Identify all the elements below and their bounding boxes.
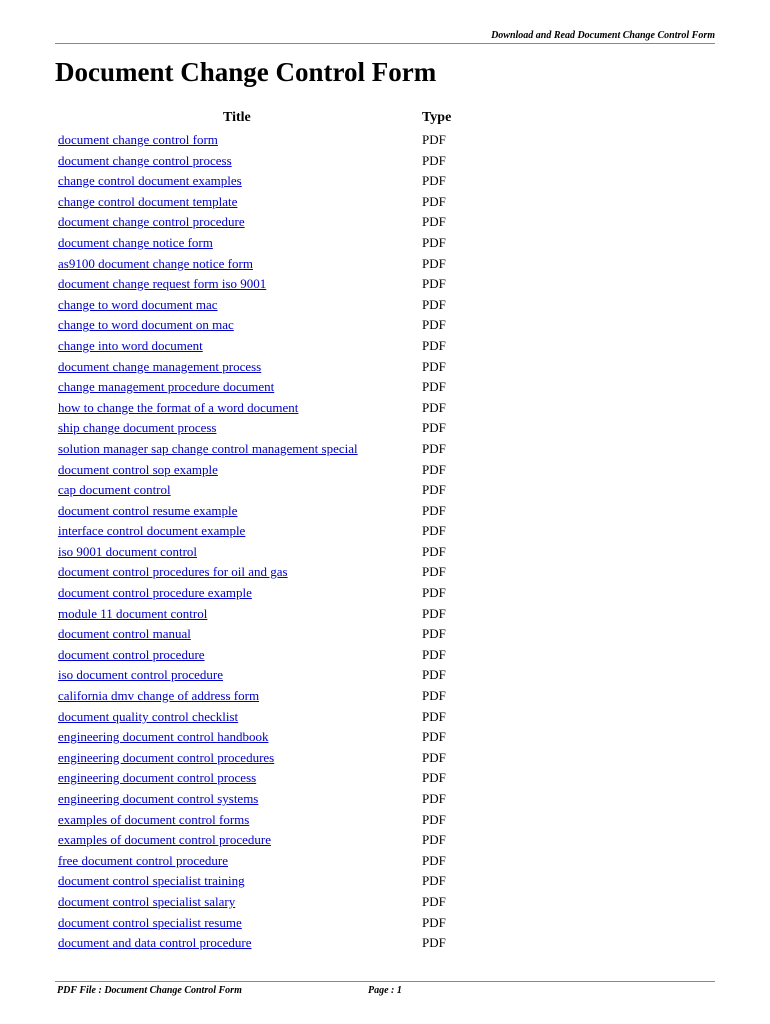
table-row [57,337,477,358]
table-row [57,213,477,234]
table-row [57,769,477,790]
document-link[interactable]: iso 9001 document control [58,543,198,559]
file-type-label: PDF [422,337,446,353]
file-type-label: PDF [422,832,446,848]
table-row [57,831,477,852]
file-type-label: PDF [422,358,446,374]
table-row [57,543,477,564]
document-link[interactable]: engineering document control process [58,770,257,786]
document-link[interactable]: engineering document control procedures [58,749,275,765]
file-type-label: PDF [422,276,446,292]
file-type-label: PDF [422,193,446,209]
file-type-label: PDF [422,440,446,456]
table-row [57,502,477,523]
file-type-label: PDF [422,605,446,621]
table-row [57,152,477,173]
file-type-label: PDF [422,811,446,827]
table-row [57,563,477,584]
table-row [57,234,477,255]
file-type-label: PDF [422,893,446,909]
file-type-label: PDF [422,626,446,642]
table-row [57,914,477,935]
document-link[interactable]: document control procedures for oil and gas [58,564,288,580]
table-row [57,646,477,667]
document-link[interactable]: document control specialist training [58,873,245,889]
table-row [57,172,477,193]
file-type-label: PDF [422,688,446,704]
table-rows [57,131,477,955]
table-row [57,131,477,152]
page-title: Document Change Control Form [55,57,437,87]
table-row [57,605,477,626]
document-link[interactable]: ship change document process [58,420,217,436]
file-type-label: PDF [422,482,446,498]
document-link[interactable]: change to word document on mac [58,317,234,333]
table-row [57,419,477,440]
file-type-label: PDF [422,317,446,333]
table-row [57,749,477,770]
document-link[interactable]: document control specialist salary [58,893,236,909]
document-link[interactable]: document and data control procedure [58,935,252,951]
file-type-label: PDF [422,502,446,518]
file-type-label: PDF [422,646,446,662]
document-link[interactable]: iso document control procedure [58,667,223,683]
file-type-label: PDF [422,132,446,147]
table-row [57,481,477,502]
document-link[interactable]: document change request form iso 9001 [58,276,267,292]
document-link[interactable]: free document control procedure [58,852,229,868]
page-header: Download and Read Document Change Control Form [491,30,715,41]
table-row [57,666,477,687]
file-type-label: PDF [422,667,446,683]
file-type-label: PDF [422,214,446,230]
document-link[interactable]: as9100 document change notice form [58,255,253,271]
file-type-label: PDF [422,255,446,271]
table-row [57,522,477,543]
document-link[interactable]: document change control process [58,152,232,168]
file-type-label: PDF [422,543,446,559]
file-type-label: PDF [422,914,446,930]
document-link[interactable]: document control procedure example [58,585,252,601]
document-link[interactable]: document control procedure [58,646,205,662]
file-type-label: PDF [422,379,446,395]
document-link[interactable]: california dmv change of address form [58,688,260,704]
document-link[interactable]: change into word document [58,337,203,353]
table-row [57,625,477,646]
file-type-label: PDF [422,791,446,806]
document-link[interactable]: examples of document control procedure [58,832,271,848]
document-link[interactable]: examples of document control forms [58,811,250,827]
document-link[interactable]: document control resume example [58,502,238,518]
file-type-label: PDF [422,770,446,786]
document-link[interactable]: engineering document control handbook [58,729,269,745]
file-type-label: PDF [422,173,446,189]
table-row [57,193,477,214]
table-row [57,872,477,893]
table-row [57,255,477,276]
document-link[interactable]: cap document control [58,482,171,498]
table-row [57,358,477,379]
file-type-label: PDF [422,461,446,477]
table-row [57,687,477,708]
document-link[interactable]: document control sop example [58,461,218,477]
file-type-label: PDF [422,152,446,168]
footer-divider [55,981,715,982]
file-type-label: PDF [422,399,446,415]
file-type-label: PDF [422,296,446,312]
table-row [57,296,477,317]
table-row [57,893,477,914]
document-link[interactable]: change control document template [58,193,238,209]
file-type-label: PDF [422,564,446,580]
document-link[interactable]: how to change the format of a word document [58,399,299,415]
file-type-label: PDF [422,935,446,951]
file-type-label: PDF [422,873,446,889]
document-link[interactable]: document change management process [58,358,262,374]
document-link[interactable]: solution manager sap change control management special [58,440,358,456]
table-row [57,399,477,420]
table-row [57,852,477,873]
table-row [57,440,477,461]
file-type-label: PDF [422,749,446,765]
document-link[interactable]: document change control form [58,132,218,147]
column-header-type: Type [422,110,452,125]
table-row [57,728,477,749]
file-type-label: PDF [422,420,446,436]
table-row [57,378,477,399]
document-link[interactable]: interface control document example [58,523,246,539]
document-link[interactable]: change management procedure document [58,379,275,395]
table-row [57,790,477,811]
file-type-label: PDF [422,708,446,724]
table-row [57,584,477,605]
header-divider [55,43,715,44]
document-link[interactable]: document quality control checklist [58,708,239,724]
column-header-title: Title [223,110,251,125]
file-type-label: PDF [422,585,446,601]
document-link[interactable]: module 11 document control [58,605,208,621]
document-link[interactable]: document change control procedure [58,214,245,230]
table-row [57,275,477,296]
table-row [57,708,477,729]
document-link[interactable]: engineering document control systems [58,791,259,806]
document-link[interactable]: change control document examples [58,173,242,189]
document-link[interactable]: document change notice form [58,234,213,250]
file-type-label: PDF [422,234,446,250]
file-type-label: PDF [422,852,446,868]
footer-page-number: Page : 1 [368,985,402,996]
table-row [57,811,477,832]
file-type-label: PDF [422,523,446,539]
table-row [57,934,477,955]
document-link[interactable]: change to word document mac [58,296,218,312]
file-type-label: PDF [422,729,446,745]
footer-file-label: PDF File : Document Change Control Form [57,985,242,996]
document-link[interactable]: document control manual [58,626,191,642]
document-link[interactable]: document control specialist resume [58,914,242,930]
table-row [57,461,477,482]
table-row [57,316,477,337]
